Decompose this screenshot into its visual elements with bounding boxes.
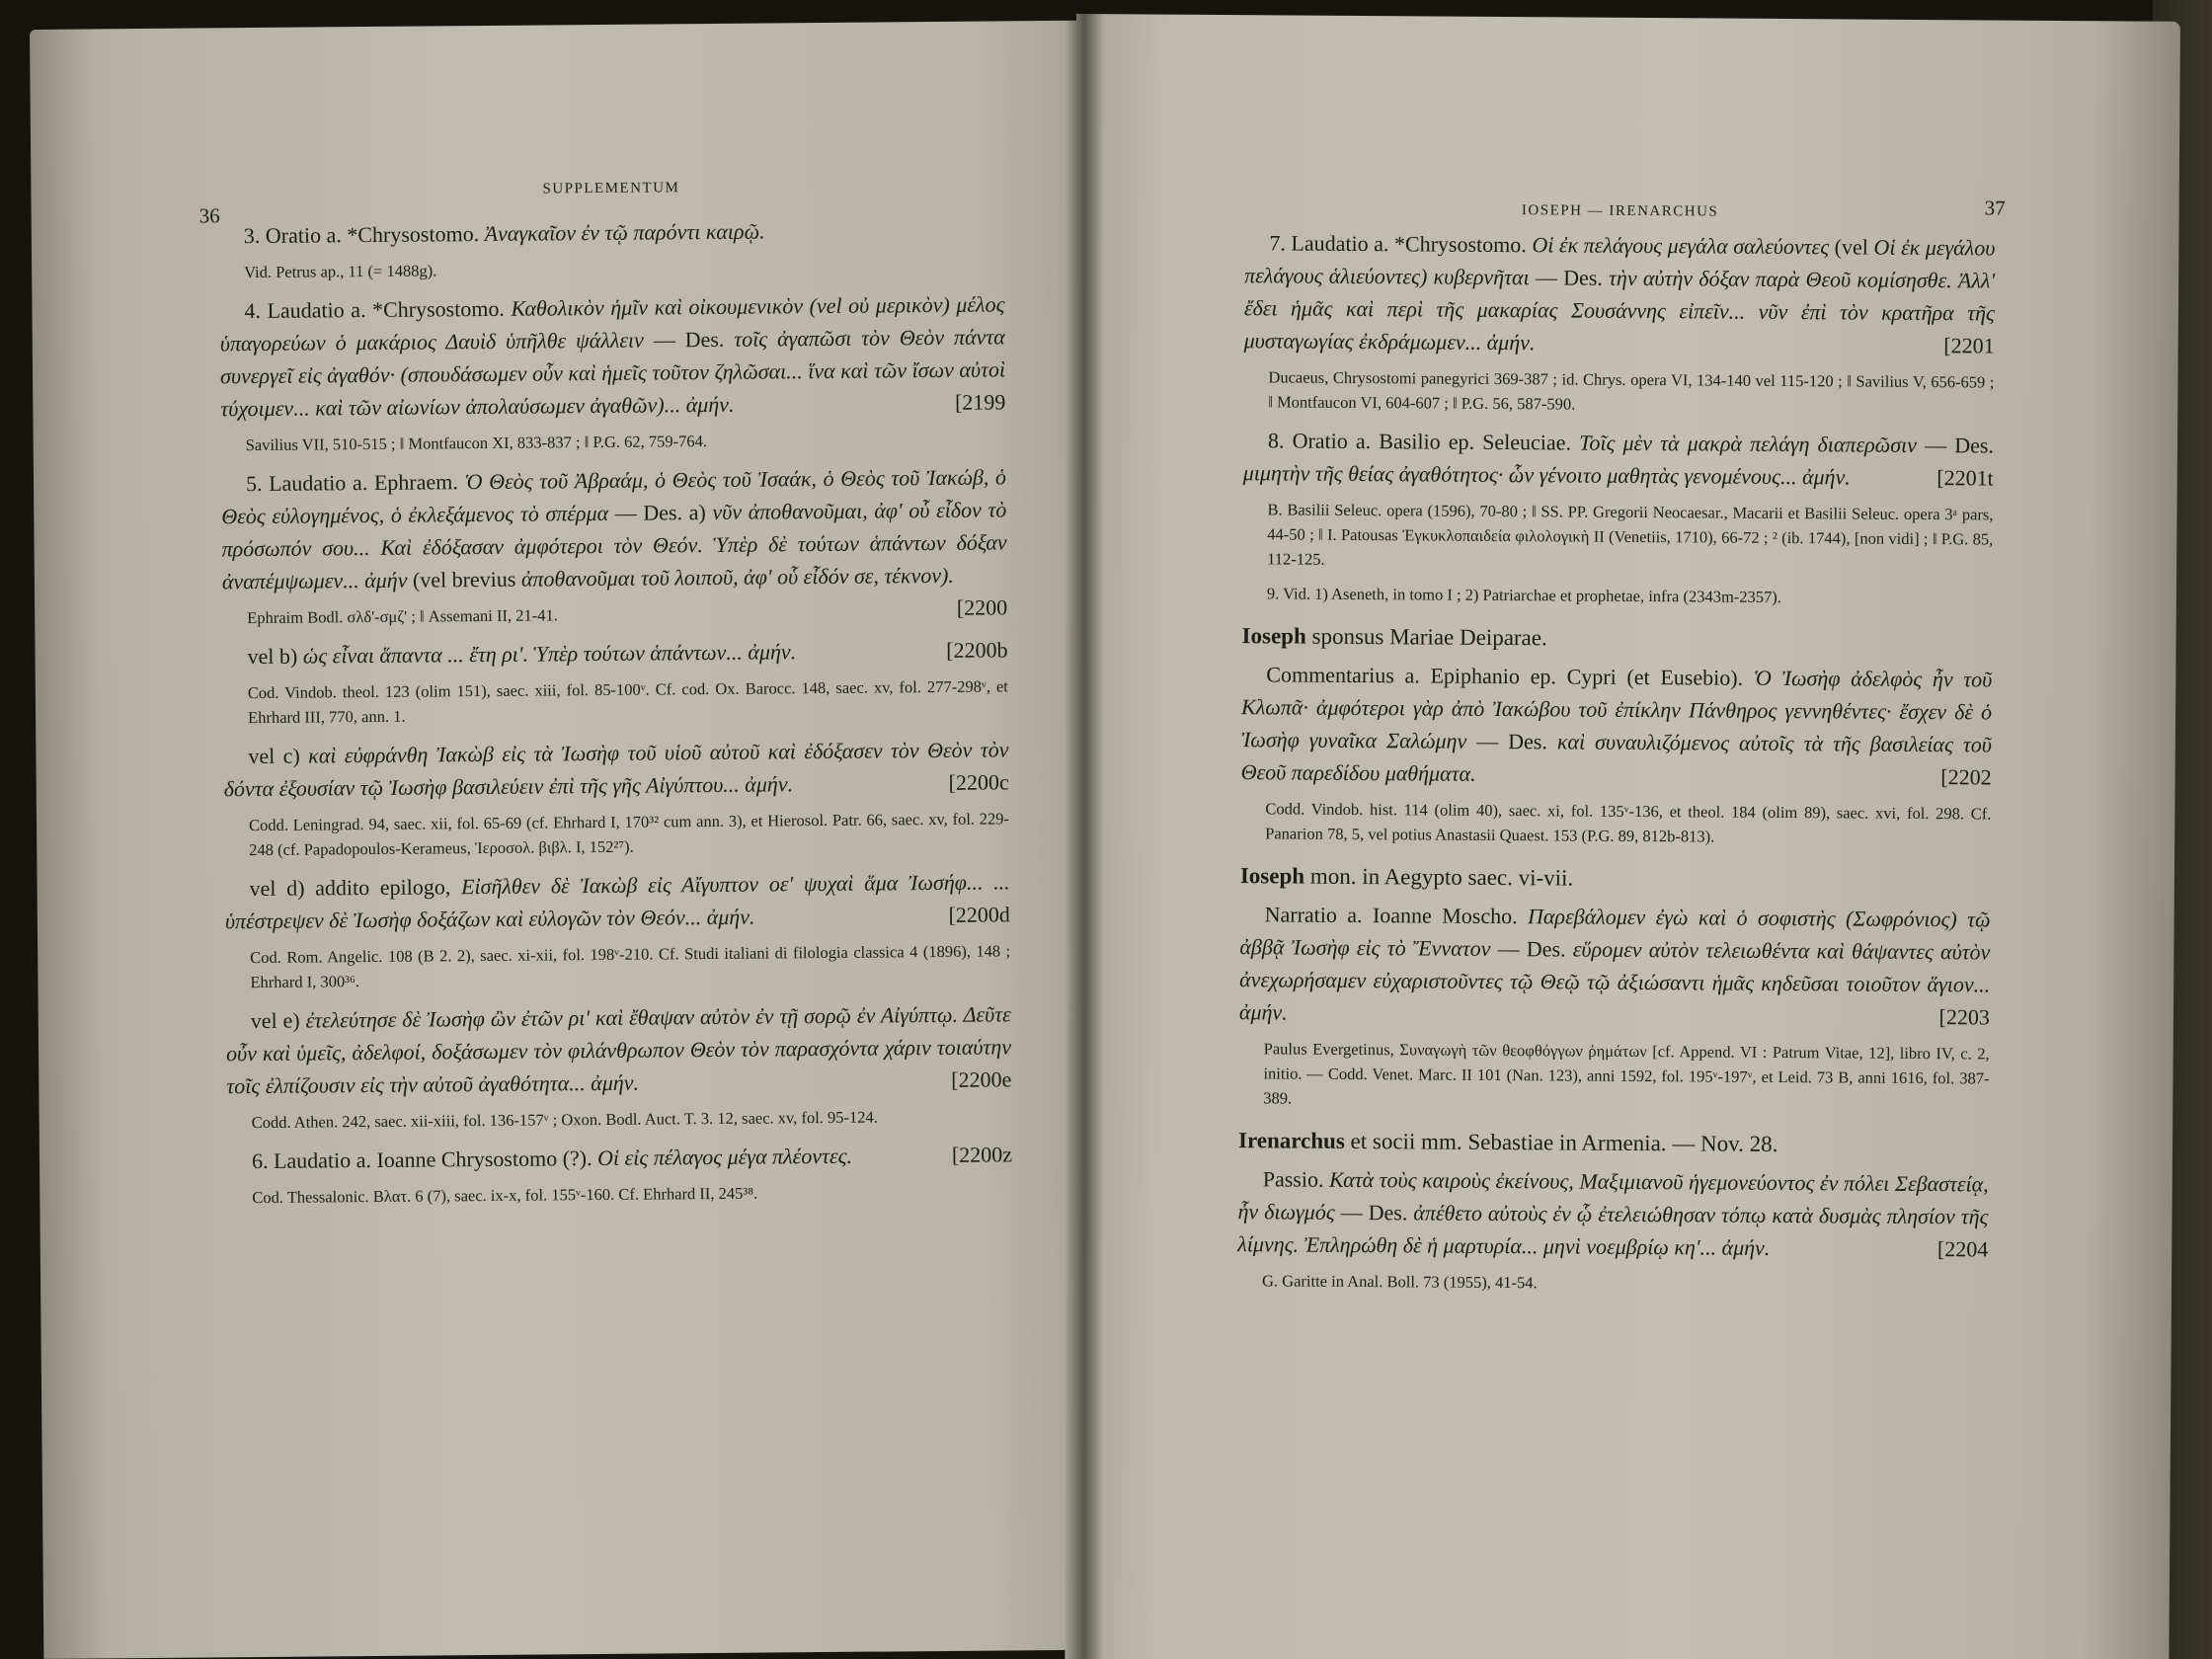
entry-number: [2199 bbox=[954, 389, 1006, 415]
entry-number: [2202 bbox=[1940, 764, 1992, 790]
entry-5: 5. Laudatio a. Ephraem. Ὁ Θεὸς τοῦ Ἀβραάμ, ὁ Θεὸς τοῦ Ἰσαάκ, ὁ Θεὸς τοῦ Ἰακώβ, ὁ Θεὸς εὐλογημένος, ὁ ἐκλεξάμενος τὸ σπέρμα — Des. a) νῦν ἀποθανοῦμαι, ἀφ' οὗ εἶδον τὸ πρόσωπόν σου... Καὶ ἐδόξασαν ἀμφότεροι τὸν Θεόν. Ὑπὲρ δὲ τούτων ἁπάντων δόξαν ἀναπέμψωμεν... ἀμήν (vel brevius ἀποθανοῦμαι τοῦ λοιποῦ, ἀφ' οὗ εἶδόν σε, τέκνον). [2200 bbox=[221, 460, 1007, 597]
entry-number: [2201 bbox=[1943, 333, 1995, 358]
variant-d: vel d) addito epilogo, Εἰσῆλθεν δὲ Ἰακὼβ εἰς Αἴγυπτον οε' ψυχαὶ ἅμα Ἰωσήφ... ... ὑπέστρεψεν δὲ Ἰωσὴφ δοξάζων καὶ εὐλογῶν τὸν Θεόν... ἀμήν. [2200d bbox=[224, 869, 1010, 934]
entry-number: [2203 bbox=[1938, 1004, 1991, 1030]
reference: Savilius VII, 510-515 ; ‖ Montfaucon XI, 833-837 ; ‖ P.G. 62, 759-764. bbox=[245, 432, 708, 455]
entry-number: [2201t bbox=[1936, 465, 1994, 491]
reference: Ducaeus, Chrysostomi panegyrici 369-387 ; id. Chrys. opera VI, 134-140 vel 115-120 ; ‖ Savilius V, 656-659 ; ‖ Montfaucon VI, 604-607 ; ‖ P.G. 56, 587-590. bbox=[1268, 367, 1995, 414]
reference: Vid. Petrus ap., 11 (= 1488g). bbox=[244, 261, 437, 282]
entry-number: [2200d bbox=[948, 902, 1010, 927]
passio: Passio. Κατὰ τοὺς καιροὺς ἐκείνους, Μαξιμιανοῦ ἡγεμονεύοντος ἐν πόλει Σεβαστείᾳ, ἦν διωγμός — Des. ἀπέθετο αὐτοὺς ἐν ᾧ ἐτελειώθησαν τόπῳ κατὰ δυσμὰς πλησίον τῆς λίμνης. Ἐπληρώθη δὲ ἡ μαρτυρία... μηνὶ νοεμβρίῳ κη'... ἀμήν. [2204 bbox=[1237, 1162, 1989, 1265]
reference: Codd. Vindob. hist. 114 (olim 40), saec. xi, fol. 135ᵛ-136, et theol. 184 (olim 89), saec. xvi, fol. 298. Cf. Panarion 78, 5, vel potius Anastasii Quaest. 153 (P.G. 89, 812b-813). bbox=[1265, 799, 1992, 846]
reference: Cod. Rom. Angelic. 108 (B 2. 2), saec. xi-xii, fol. 198ᵛ-210. Cf. Studi italiani di filologia classica 4 (1896), 148 ; Ehrhard I, 300³⁶. bbox=[250, 941, 1011, 992]
left-page-text bbox=[198, 159, 1013, 1220]
narratio: Narratio a. Ioanne Moscho. Παρεβάλομεν ἐγὼ καὶ ὁ σοφιστὴς (Σωφρόνιος) τῷ ἀββᾷ Ἰωσὴφ εἰς τὸ Ἔννατον — Des. εὕρομεν αὐτὸν τελειωθέντα καὶ θάψαντες αὐτὸν ἀνεχωρήσαμεν εὐχαριστοῦντες τῷ Θεῷ τῷ ἀξιώσαντι ἡμᾶς κηδεῦσαι τοιοῦτον ἅγιον... ἀμήν. [2203 bbox=[1239, 898, 1991, 1033]
right-page-text bbox=[1237, 173, 2006, 1307]
running-title: IOSEPH — IRENARCHUS bbox=[1521, 202, 1719, 220]
reference: Paulus Evergetinus, Συναγωγὴ τῶν θεοφθόγγων ῥημάτων [cf. Append. VI : Patrum Vitae, 12], libro IV, c. 2, initio. — Codd. Venet. Marc. II 101 (Nan. 123), anni 1592, fol. 195ᵛ-197ᵛ, et Leid. 73 B, anni 1616, fol. 387-389. bbox=[1263, 1039, 1990, 1108]
variant-c: vel c) καὶ εὐφράνθη Ἰακὼβ εἰς τὰ Ἰωσὴφ τοῦ υἱοῦ αὐτοῦ καὶ ἐδόξασεν τὸν Θεὸν τὸν δόντα ἐξουσίαν τῷ Ἰωσὴφ βασιλεύειν ἐπὶ τῆς γῆς Αἰγύπτου... ἀμήν. [2200c bbox=[223, 737, 1009, 802]
entry-number: [2200b bbox=[946, 637, 1008, 663]
heading-ioseph-sponsus: Ioseph sponsus Mariae Deiparae. bbox=[1241, 623, 1547, 651]
entry-4: 4. Laudatio a. *Chrysostomo. Καθολικὸν ἡμῖν καὶ οἰκουμενικὸν (vel οὐ μερικὸν) μέλος ὑπαγορεύων ὁ μακάριος Δαυὶδ ὑπῆλθε ψάλλειν — Des. τοῖς ἀγαπῶσι τὸν Θεὸν πάντα συνεργεῖ εἰς ἀγαθόν· (σπουδάσωμεν οὖν καὶ ἡμεῖς τοῦτον ζηλῶσαι... ἵνα καὶ τῶν ἴσων αὐτοὶ τύχοιμεν... καὶ τῶν αἰωνίων ἀπολαύσωμεν ἀγαθῶν)... ἀμήν. [2199 bbox=[219, 291, 1006, 422]
page-number: 36 bbox=[198, 203, 220, 228]
reference: Codd. Leningrad. 94, saec. xii, fol. 65-69 (cf. Ehrhard I, 170³² cum ann. 3), et Hierosol. Patr. 66, saec. xv, fol. 229-248 (cf. Papadopoulos-Kerameus, Ἱεροσολ. βιβλ. I, 152²⁷). bbox=[248, 809, 1010, 860]
right-page-header bbox=[1245, 173, 2006, 231]
reference: Ephraim Bodl. σλδ'-σμζ' ; ‖ Assemani II, 21-41. bbox=[247, 605, 558, 628]
heading-ioseph-mon: Ioseph mon. in Aegypto saec. vi-vii. bbox=[1239, 863, 1574, 891]
page-number: 37 bbox=[1984, 196, 2006, 220]
commentarius: Commentarius a. Epiphanio ep. Cypri (et Eusebio). Ὁ Ἰωσὴφ ἀδελφὸς ἦν τοῦ Κλωπᾶ· ἀμφότεροι γὰρ ἀπὸ Ἰακώβου τοῦ ἐπίκλην Πάνθηρος γεννηθέντες· ἔσχεν δὲ ὁ Ἰωσὴφ γυναῖκα Σαλώμην — Des. καὶ συναυλιζόμενος αὐτοῖς τὰ τῆς βασιλείας τοῦ Θεοῦ παρεδίδου μαθήματα. [2202 bbox=[1241, 658, 1993, 793]
reference: Cod. Thessalonic. Βλατ. 6 (7), saec. ix-x, fol. 155ᵛ-160. Cf. Ehrhard II, 245³⁸. bbox=[252, 1183, 758, 1208]
entry-9: 9. Vid. 1) Aseneth, in tomo I ; 2) Patriarchae et prophetae, infra (2343m-2357). bbox=[1266, 584, 1782, 606]
entry-6: 6. Laudatio a. Ioanne Chrysostomo (?). Οἱ εἰς πέλαγος μέγα πλέοντες. [2200z bbox=[227, 1138, 1012, 1177]
left-page bbox=[30, 20, 1147, 1659]
entry-number: [2200c bbox=[948, 769, 1009, 795]
right-page bbox=[1065, 14, 2180, 1659]
entry-8: 8. Oratio a. Basilio ep. Seleuciae. Τοῖς μὲν τὰ μακρὰ πελάγη διαπερῶσιν — Des. μιμητὴν τῆς θείας ἀγαθότητος· ὧν γένοιτο μαθητὰς γενομένους... ἀμήν. [2201t bbox=[1243, 424, 1994, 494]
reference: G. Garitte in Anal. Boll. 73 (1955), 41-54. bbox=[1261, 1271, 1538, 1293]
variant-e: vel e) ἐτελεύτησε δὲ Ἰωσὴφ ὢν ἐτῶν ρι' καὶ ἔθαψαν αὐτὸν ἐν τῇ σορῷ ἐν Αἰγύπτῳ. Δεῦτε οὖν καὶ ὑμεῖς, ἀδελφοί, δοξάσωμεν τὸν φιλάνθρωπον Θεὸν τὸν παρασχόντα χάριν τοιαύτην τοῖς ἐλπίζουσιν εἰς τὴν αὐτοῦ ἀγαθότητα... ἀμήν. [2200e bbox=[225, 1001, 1012, 1099]
entry-number: [2204 bbox=[1936, 1236, 1989, 1262]
book-gutter bbox=[1065, 0, 1104, 1659]
entry-number: [2200z bbox=[951, 1142, 1013, 1167]
variant-b: vel b) ὡς εἶναι ἅπαντα ... ἔτη ρι'. Ὑπὲρ τούτων ἁπάντων... ἀμήν. [2200b bbox=[222, 633, 1007, 672]
entry-number: [2200 bbox=[956, 594, 1008, 620]
entry-7: 7. Laudatio a. *Chrysostomo. Οἱ ἐκ πελάγους μεγάλα σαλεύοντες (vel Οἱ ἐκ μεγάλου πελάγους ἁλιεύοντες) κυβερνῆται — Des. τὴν αὐτὴν δόξαν παρὰ Θεοῦ κομίσησθε. Ἀλλ' ἔδει ἡμᾶς καὶ περὶ τῆς μακαρίας Σουσάννης εἰπεῖν... νῦν ἐπὶ τὸν κρατῆρα τῆς μυσταγωγίας ἐκδράμωμεν... ἀμήν. [2201 bbox=[1244, 226, 1996, 361]
reference: Cod. Vindob. theol. 123 (olim 151), saec. xiii, fol. 85-100ᵛ. Cf. cod. Ox. Barocc. 148, saec. xv, fol. 277-298ᵛ, et Ehrhard III, 770, ann. 1. bbox=[247, 676, 1008, 728]
heading-irenarchus: Irenarchus et socii mm. Sebastiae in Armenia. — Nov. 28. bbox=[1237, 1128, 1778, 1156]
reference: B. Basilii Seleuc. opera (1596), 70-80 ; ‖ SS. PP. Gregorii Neocaesar., Macarii et Basilii Seleuc. opera 3ᵃ pars, 44-50 ; ‖ I. Patousas Ἐγκυκλοπαιδεία φιλολογικὴ II (Venetiis, 1710), 66-72 ; ² (ib. 1744), [non vidi] ; ‖ P.G. 85, 112-125. bbox=[1267, 500, 1994, 569]
running-title: SUPPLEMENTUM bbox=[542, 180, 680, 198]
left-page-header bbox=[198, 159, 1003, 228]
entry-3: 3. Oratio a. *Chrysostomo. Ἀναγκαῖον ἐν τῷ παρόντι καιρῷ. bbox=[243, 218, 765, 249]
entry-number: [2200e bbox=[951, 1066, 1012, 1092]
reference: Codd. Athen. 242, saec. xii-xiii, fol. 136-157ᵛ ; Oxon. Bodl. Auct. T. 3. 12, saec. xv, fol. 95-124. bbox=[251, 1107, 878, 1133]
